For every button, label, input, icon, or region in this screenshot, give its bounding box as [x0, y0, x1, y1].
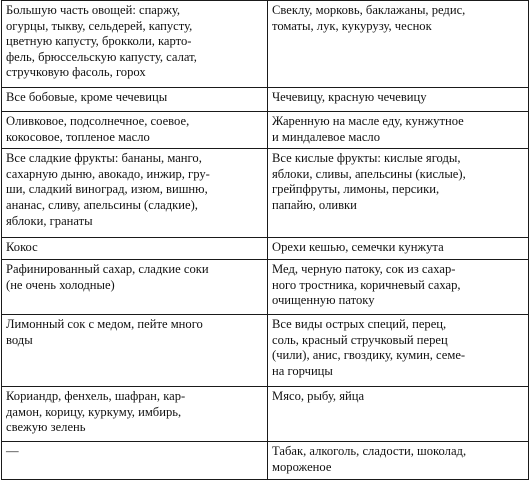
- table-cell-left: Рафинированный сахар, сладкие соки (не очень холодные): [2, 260, 268, 315]
- table-cell-right: Мед, черную патоку, сок из сахар- ного тростника, коричневый сахар, очищенную патоку: [268, 260, 529, 315]
- table-cell-left: Все сладкие фрукты: бананы, манго, сахарную дыню, авокадо, инжир, гру- ши, сладкий виноград, изюм, вишню, ананас, сливу, апельсины (сладкие), яблоки, гранаты: [2, 149, 268, 238]
- table-cell-right: Жаренную на масле еду, кунжутное и миндалевое масло: [268, 112, 529, 149]
- table-cell-right: Чечевицу, красную чечевицу: [268, 88, 529, 112]
- table-row: [2, 315, 529, 387]
- table-row: [2, 442, 529, 480]
- table-cell-left: Большую часть овощей: спаржу, огурцы, тыкву, сельдерей, капусту, цветную капусту, брокколи, карто- фель, брюссельскую капусту, салат, стручковую фасоль, горох: [2, 1, 268, 88]
- table-row: [2, 149, 529, 238]
- table-row: [2, 88, 529, 112]
- table-cell-right: Свеклу, морковь, баклажаны, редис, томаты, лук, кукурузу, чеснок: [268, 1, 529, 88]
- food-comparison-table: [1, 0, 529, 480]
- table-row: [2, 260, 529, 315]
- table-row: [2, 112, 529, 149]
- table-row: [2, 238, 529, 260]
- table-cell-left: Кокос: [2, 238, 268, 260]
- table-cell-left: Лимонный сок с медом, пейте много воды: [2, 315, 268, 387]
- table-cell-right: Мясо, рыбу, яйца: [268, 387, 529, 442]
- table-cell-left: Все бобовые, кроме чечевицы: [2, 88, 268, 112]
- table-cell-left: Кориандр, фенхель, шафран, кар- дамон, корицу, куркуму, имбирь, свежую зелень: [2, 387, 268, 442]
- table-row: [2, 387, 529, 442]
- table-cell-right: Все виды острых специй, перец, соль, красный стручковый перец (чили), анис, гвоздику, кумин, семе- на горчицы: [268, 315, 529, 387]
- table-cell-left: —: [2, 442, 268, 480]
- table-row: [2, 1, 529, 88]
- table-cell-right: Орехи кешью, семечки кунжута: [268, 238, 529, 260]
- table-cell-left: Оливковое, подсолнечное, соевое, кокосовое, топленое масло: [2, 112, 268, 149]
- table-cell-right: Табак, алкоголь, сладости, шоколад, мороженое: [268, 442, 529, 480]
- table-cell-right: Все кислые фрукты: кислые ягоды, яблоки, сливы, апельсины (кислые), грейпфруты, лимоны, персики, папайю, оливки: [268, 149, 529, 238]
